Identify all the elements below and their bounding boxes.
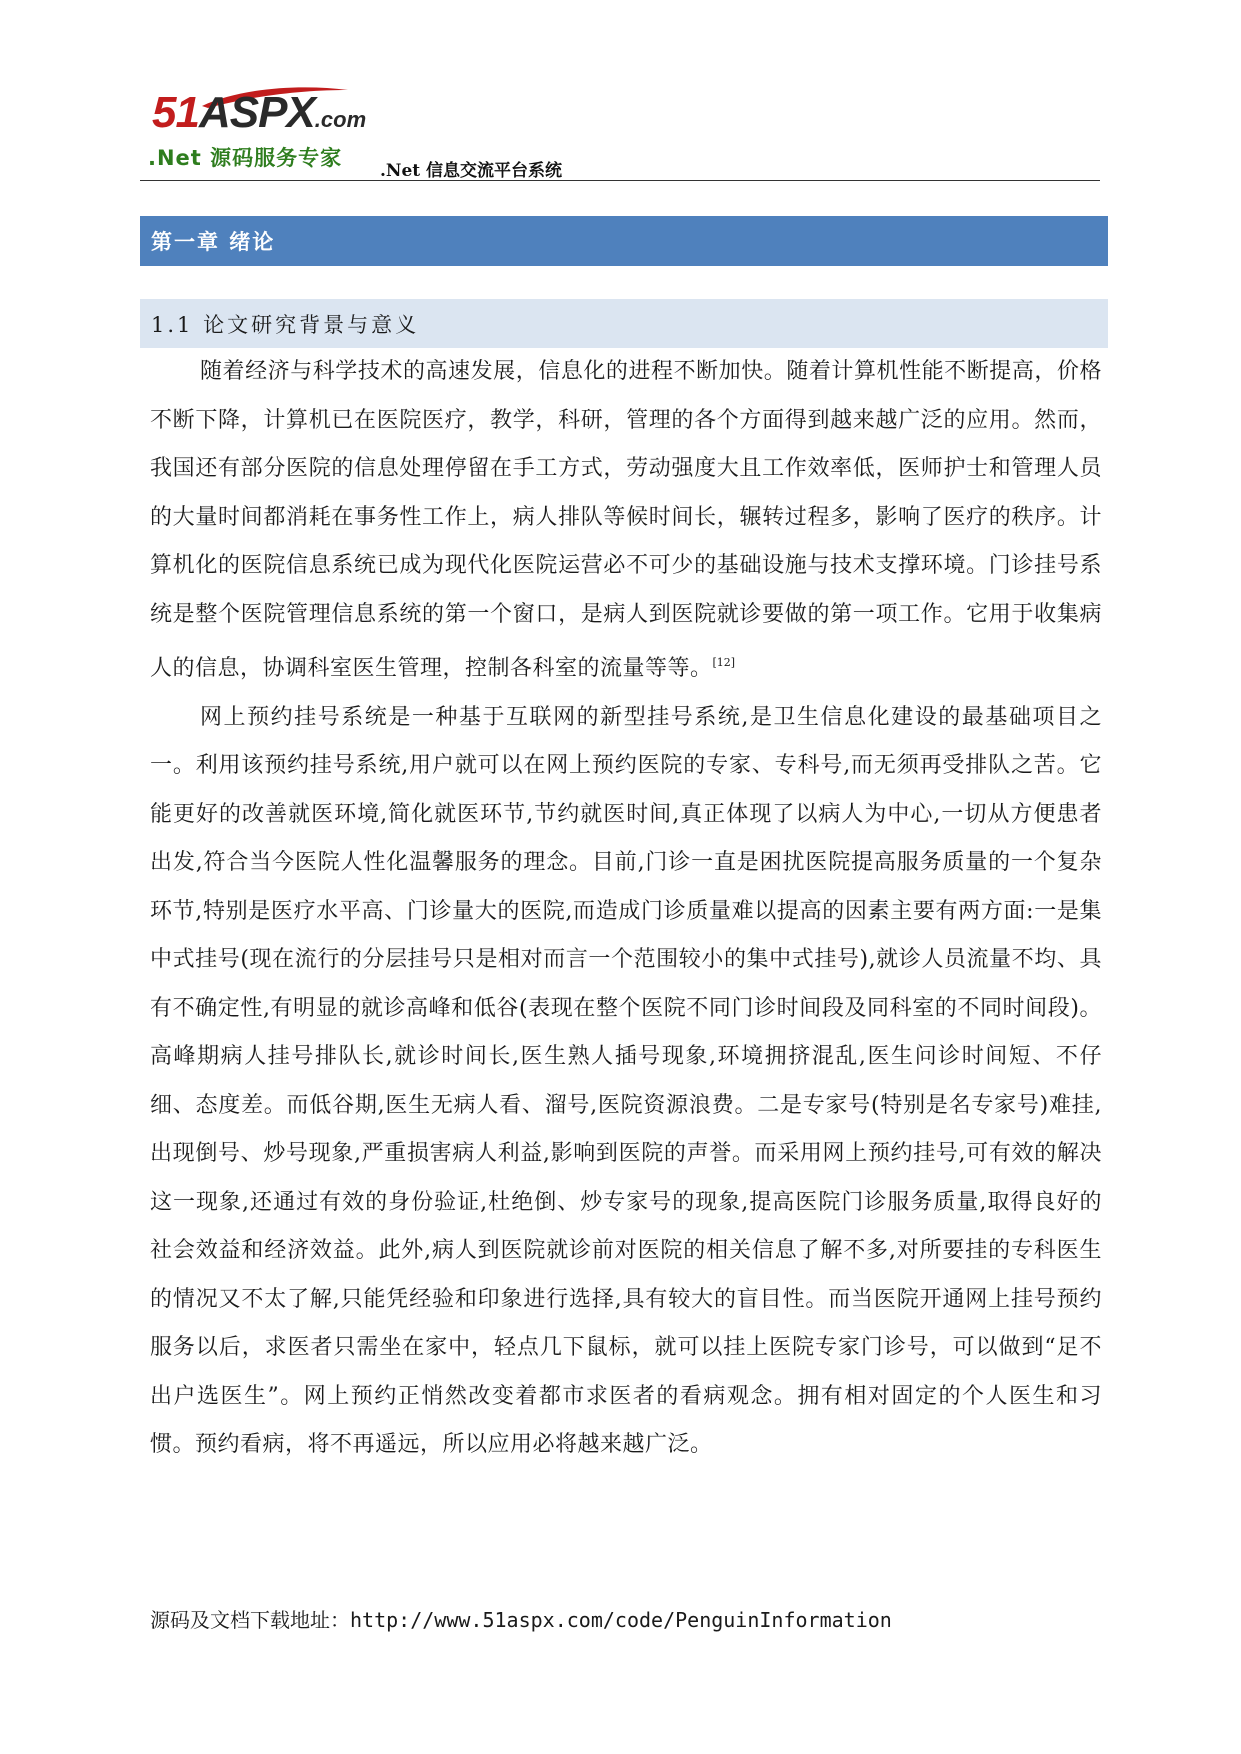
chapter-title: 第一章 绪论 bbox=[151, 230, 276, 254]
logo-subtitle: .Net 源码服务专家 bbox=[148, 146, 343, 170]
site-logo[interactable] bbox=[140, 80, 380, 180]
download-link[interactable]: 源码及文档下载地址：http://www.51aspx.com/code/PenguinInformation bbox=[150, 1608, 892, 1632]
paragraph-text: 随着经济与科学技术的高速发展，信息化的进程不断加快。随着计算机性能不断提高，价格不断下降，计算机已在医院医疗，教学，科研，管理的各个方面得到越来越广泛的应用。然而，我国还有部分医院的信息处理停留在手工方式，劳动强度大且工作效率低，医师护士和管理人员的大量时间都消耗在事务性工作上，病人排队等候时间长，辗转过程多，影响了医疗的秩序。计算机化的医院信息系统已成为现代化医院运营必不可少的基础设施与技术支撑环境。门诊挂号系统是整个医院管理信息系统的第一个窗口，是病人到医院就诊要做的第一项工作。它用于收集病人的信息，协调科室医生管理，控制各科室的流量等等。 bbox=[150, 359, 1102, 681]
body-text bbox=[150, 348, 1102, 1470]
citation-ref[interactable]: [12] bbox=[712, 656, 736, 669]
page-header bbox=[140, 80, 1100, 182]
logo-part-51: 51 bbox=[152, 88, 199, 137]
paragraph bbox=[150, 348, 1102, 694]
section-heading bbox=[140, 299, 1108, 348]
logo-part-aspx: ASPX bbox=[198, 88, 315, 137]
header-divider bbox=[140, 180, 1100, 181]
header-title: .Net 信息交流平台系统 bbox=[380, 161, 563, 181]
section-title: 1.1 论文研究背景与意义 bbox=[151, 312, 420, 337]
logo-suffix: .com bbox=[314, 107, 367, 132]
paragraph-text: 网上预约挂号系统是一种基于互联网的新型挂号系统,是卫生信息化建设的最基础项目之一。利用该预约挂号系统,用户就可以在网上预约医院的专家、专科号,而无须再受排队之苦。它能更好的改善就医环境,简化就医环节,节约就医时间,真正体现了以病人为中心,一切从方便患者出发,符合当今医院人性化温馨服务的理念。目前,门诊一直是困扰医院提高服务质量的一个复杂环节,特别是医疗水平高、门诊量大的医院,而造成门诊质量难以提高的因素主要有两方面:一是集中式挂号(现在流行的分层挂号只是相对而言一个范围较小的集中式挂号),就诊人员流量不均、具有不确定性,有明显的就诊高峰和低谷(表现在整个医院不同门诊时间段及同科室的不同时间段)。高峰期病人挂号排队长,就诊时间长,医生熟人插号现象,环境拥挤混乱,医生问诊时间短、不仔细、态度差。而低谷期,医生无病人看、溜号,医院资源浪费。二是专家号(特别是名专家号)难挂,出现倒号、炒号现象,严重损害病人利益,影响到医院的声誉。而采用网上预约挂号,可有效的解决这一现象,还通过有效的身份验证,杜绝倒、炒专家号的现象,提高医院门诊服务质量,取得良好的社会效益和经济效益。此外,病人到医院就诊前对医院的相关信息了解不多,对所要挂的专科医生的情况又不太了解,只能凭经验和印象进行选择,具有较大的盲目性。而当医院开通网上挂号预约服务以后，求医者只需坐在家中，轻点几下鼠标，就可以挂上医院专家门诊号，可以做到“足不出户选医生”。网上预约正悄然改变着都市求医者的看病观念。拥有相对固定的个人医生和习惯。预约看病，将不再遥远，所以应用必将越来越广泛。 bbox=[150, 704, 1102, 1457]
chapter-heading bbox=[140, 216, 1108, 266]
logo-wordmark bbox=[152, 88, 366, 138]
paragraph bbox=[150, 694, 1102, 1470]
